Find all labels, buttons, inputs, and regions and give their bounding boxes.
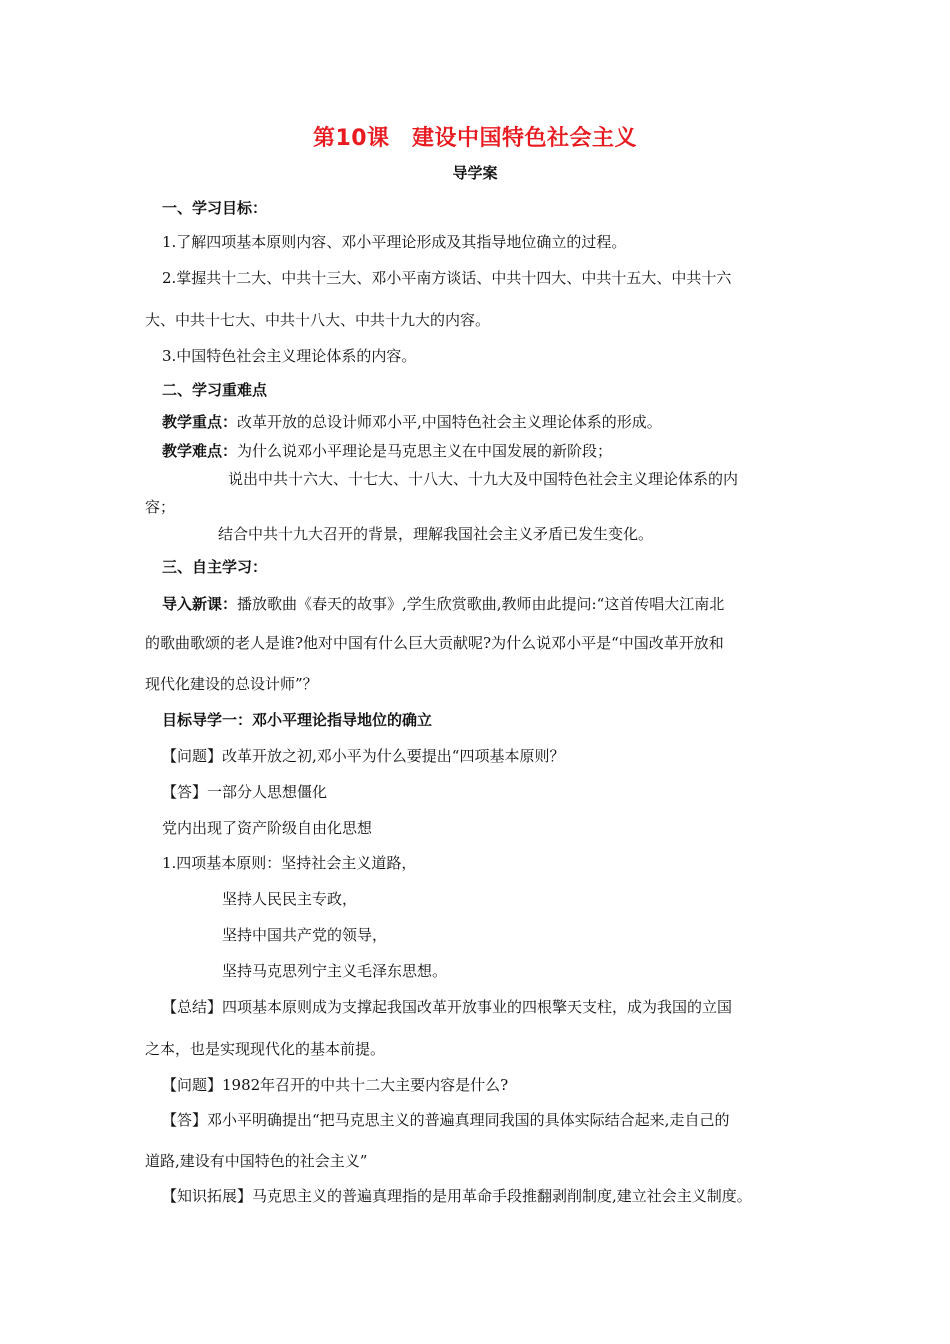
teaching-difficulty — [162, 441, 612, 461]
teaching-focus-text: 改革开放的总设计师邓小平,中国特色社会主义理论体系的形成。 — [237, 413, 662, 431]
answer-2-line-2: 道路,建设有中国特色的社会主义” — [145, 1152, 368, 1170]
answer-1-line-1: 【答】一部分人思想僵化 — [162, 783, 328, 801]
principles-line-1: 1.四项基本原则：坚持社会主义道路， — [162, 854, 417, 872]
teaching-difficulty-label: 教学难点： — [162, 442, 238, 460]
answer-2-line-1: 【答】邓小平明确提出“把马克思主义的普遍真理同我国的具体实际结合起来,走自己的 — [162, 1111, 730, 1129]
section-heading-objectives: 一、学习目标： — [162, 199, 268, 217]
question-1: 【问题】改革开放之初,邓小平为什么要提出“四项基本原则？ — [162, 747, 565, 765]
summary-line-1: 【总结】四项基本原则成为支撑起我国改革开放事业的四根擎天支柱，成为我国的立国 — [162, 998, 733, 1016]
intro-line-2: 的歌曲歌颂的老人是谁?他对中国有什么巨大贡献呢?为什么说邓小平是“中国改革开放和 — [145, 634, 724, 652]
question-2: 【问题】1982年召开的中共十二大主要内容是什么? — [162, 1076, 509, 1094]
summary-line-2: 之本，也是实现现代化的基本前提。 — [145, 1040, 386, 1058]
objective-item-2-line-2: 大、中共十七大、中共十八大、中共十九大的内容。 — [145, 311, 491, 329]
section-heading-key-points: 二、学习重难点 — [162, 381, 268, 399]
knowledge-extension: 【知识拓展】马克思主义的普遍真理指的是用革命手段推翻剥削制度,建立社会主义制度。 — [162, 1187, 752, 1205]
intro-text: 播放歌曲《春天的故事》,学生欣赏歌曲,教师由此提问:“这首传唱大江南北 — [237, 595, 725, 613]
teaching-focus-label: 教学重点： — [162, 413, 238, 431]
goal-heading-1: 目标导学一：邓小平理论指导地位的确立 — [162, 711, 433, 729]
lesson-title: 第10课 建设中国特色社会主义 — [312, 126, 638, 151]
principles-line-2: 坚持人民民主专政， — [222, 890, 358, 908]
intro-line-3: 现代化建设的总设计师”？ — [145, 675, 318, 693]
answer-1-line-2: 党内出现了资产阶级自由化思想 — [162, 819, 373, 837]
principles-line-3: 坚持中国共产党的领导， — [222, 926, 388, 944]
teaching-difficulty-text: 为什么说邓小平理论是马克思主义在中国发展的新阶段； — [237, 442, 613, 460]
objective-item-2-line-1: 2.掌握共十二大、中共十三大、邓小平南方谈话、中共十四大、中共十五大、中共十六 — [162, 269, 732, 287]
section-heading-self-study: 三、自主学习： — [162, 558, 268, 576]
intro-line-1 — [162, 594, 724, 614]
lesson-subtitle: 导学案 — [452, 164, 498, 182]
teaching-difficulty-2-line-2: 容； — [145, 498, 176, 516]
teaching-focus — [162, 412, 662, 432]
objective-item-1: 1.了解四项基本原则内容、邓小平理论形成及其指导地位确立的过程。 — [162, 233, 627, 251]
teaching-difficulty-2-line-1: 说出中共十六大、十七大、十八大、十九大及中国特色社会主义理论体系的内 — [228, 470, 739, 488]
intro-label: 导入新课： — [162, 595, 238, 613]
teaching-difficulty-3: 结合中共十九大召开的背景，理解我国社会主义矛盾已发生变化。 — [218, 525, 654, 543]
objective-item-3: 3.中国特色社会主义理论体系的内容。 — [162, 347, 417, 365]
principles-line-4: 坚持马克思列宁主义毛泽东思想。 — [222, 962, 448, 980]
